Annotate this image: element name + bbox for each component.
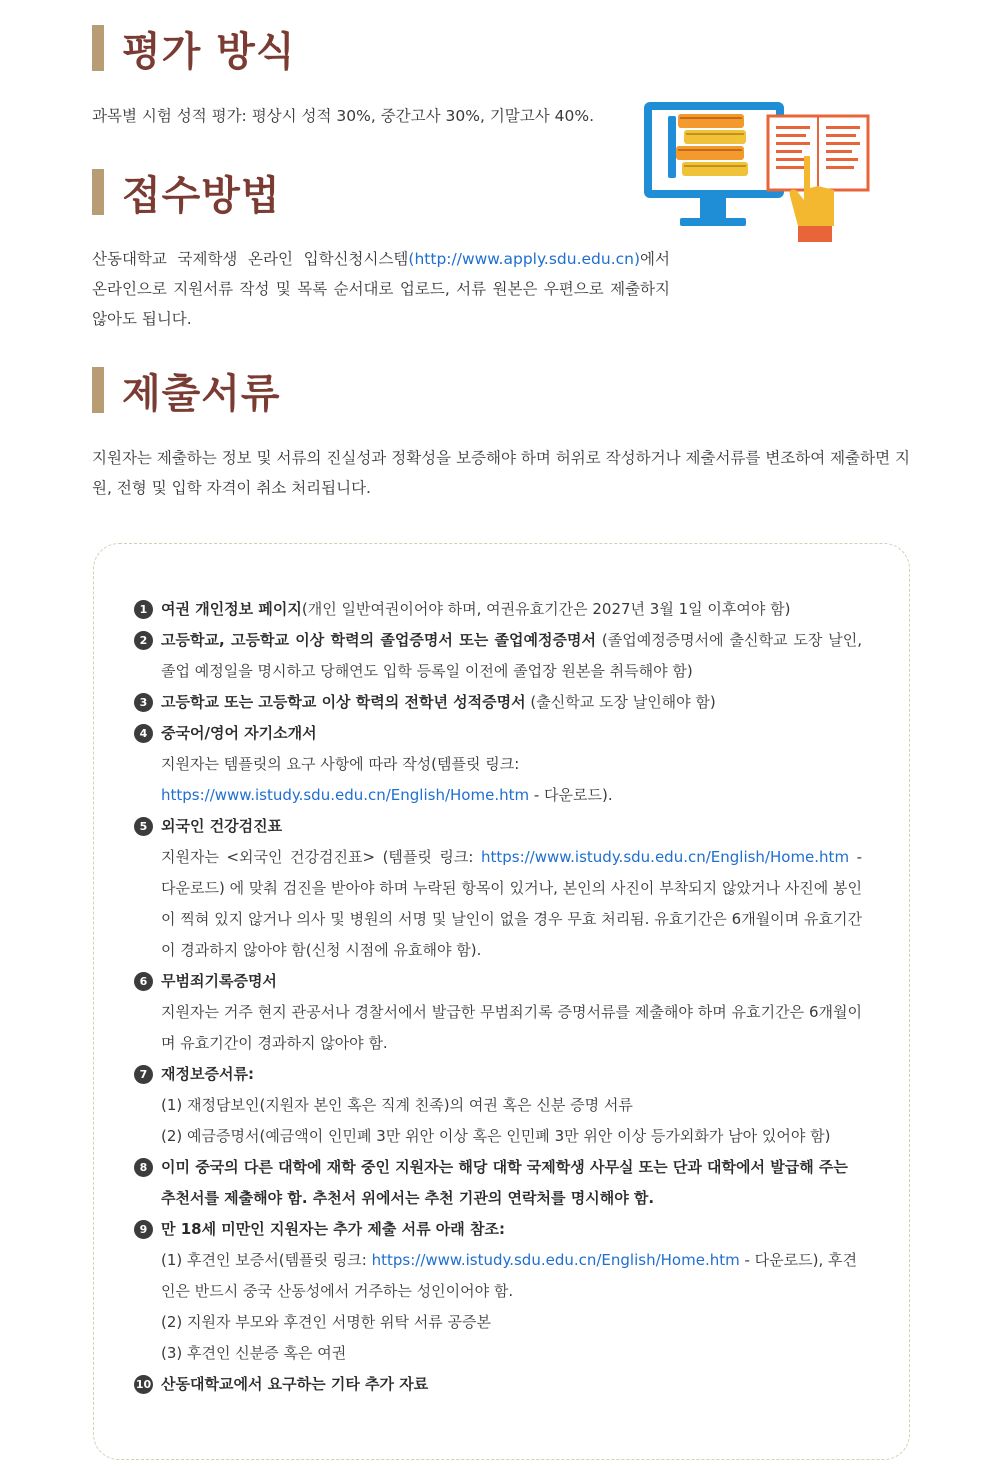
sub-item: (1) 재정담보인(지원자 본인 혹은 직계 친족)의 여권 혹은 신분 증명 서류 xyxy=(161,1096,633,1114)
item-title: 고등학교, 고등학교 이상 학력의 졸업증명서 또는 졸업예정증명서 xyxy=(161,631,596,649)
list-item xyxy=(134,718,862,749)
sub-item: (2) 지원자 부모와 후견인 서명한 위탁 서류 공증본 xyxy=(161,1313,491,1331)
item-title: 재정보증서류: xyxy=(161,1065,254,1083)
sub-item: (2) 예금증명서(예금액이 인민폐 3만 위안 이상 혹은 인민폐 3만 위안 이상 등가외화가 남아 있어야 함) xyxy=(161,1127,831,1145)
section-header-evaluation xyxy=(92,24,296,75)
template-link[interactable]: https://www.istudy.sdu.edu.cn/English/Home.htm xyxy=(371,1251,740,1269)
item-body: 지원자는 거주 현지 관공서나 경찰서에서 발급한 무범죄기록 증명서류를 제출해야 하며 유효기간은 6개월이며 유효기간이 경과하지 않아야 함. xyxy=(161,1003,862,1052)
item-body xyxy=(134,749,862,811)
item-note: (출신학교 도장 날인해야 함) xyxy=(525,693,716,711)
template-link[interactable]: https://www.istudy.sdu.edu.cn/English/Home.htm xyxy=(161,786,530,804)
list-item xyxy=(134,1152,862,1214)
sub-item: (3) 후견인 신분증 혹은 여권 xyxy=(161,1344,347,1362)
item-body-text: 지원자는 <외국인 건강검진표> (템플릿 링크: xyxy=(161,848,481,866)
item-note: (졸업예정증명서에 출신학교 도장 날인, 졸업 예정일을 명시하고 당해연도 입학 등록일 이전에 졸업장 원본을 취득해야 함) xyxy=(161,631,862,680)
item-number-badge: 2 xyxy=(134,631,153,650)
application-text-after: 에서 온라인으로 지원서류 작성 및 목록 순서대로 업로드, 서류 원본은 우편으로 제출하지 않아도 됩니다. xyxy=(92,250,670,328)
section-header-application xyxy=(92,168,281,219)
section-title-documents: 제출서류 xyxy=(122,370,281,417)
application-text xyxy=(92,244,670,334)
item-title: 외국인 건강검진표 xyxy=(161,817,283,835)
list-item xyxy=(134,687,862,718)
evaluation-text: 과목별 시험 성적 평가: 평상시 성적 30%, 중간고사 30%, 기말고사 40%. xyxy=(92,107,595,125)
list-item xyxy=(134,966,862,997)
item-title: 여권 개인정보 페이지 xyxy=(161,600,302,618)
section-bar xyxy=(92,25,104,71)
documents-list xyxy=(134,594,862,1400)
item-number-badge: 8 xyxy=(134,1158,153,1177)
list-item xyxy=(134,594,862,625)
item-number-badge: 3 xyxy=(134,693,153,712)
item-number-badge: 10 xyxy=(134,1375,153,1394)
item-body-text: - 다운로드). xyxy=(529,786,613,804)
item-number-badge: 7 xyxy=(134,1065,153,1084)
item-number-badge: 1 xyxy=(134,600,153,619)
sub-item-text: - 다운로드), 후견인은 반드시 중국 산동성에서 거주하는 성인이어야 함. xyxy=(161,1251,857,1300)
documents-intro: 지원자는 제출하는 정보 및 서류의 진실성과 정확성을 보증해야 하며 허위로 작성하거나 제출서류를 변조하여 제출하면 지원, 전형 및 입학 자격이 취소 처리됩니다. xyxy=(92,449,910,497)
template-link[interactable]: https://www.istudy.sdu.edu.cn/English/Home.htm xyxy=(480,848,850,866)
section-header-documents xyxy=(92,366,281,417)
list-item xyxy=(134,1214,862,1245)
apply-system-link[interactable]: (http://www.apply.sdu.edu.cn) xyxy=(408,250,641,268)
item-title: 무범죄기록증명서 xyxy=(161,972,277,990)
sub-item-text: (1) 후견인 보증서(템플릿 링크: xyxy=(161,1251,372,1269)
item-body-text: - 다운로드) 에 맞춰 검진을 받아야 하며 누락된 항목이 있거나, 본인의 사진이 부착되지 않았거나 사진에 봉인이 찍혀 있지 않거나 의사 및 병원의 서명 및 날인이 없을 경우 무효 처리됨. 유효기간은 6개월이며 유효기간이 경과하지 않아야 함(신청 시점에 유효해야 함). xyxy=(161,848,862,959)
item-body xyxy=(134,842,862,966)
item-title: 중국어/영어 자기소개서 xyxy=(161,724,317,742)
item-title: 산동대학교에서 요구하는 기타 추가 자료 xyxy=(161,1375,429,1393)
books-document-monitor-icon xyxy=(638,96,874,248)
section-title-application: 접수방법 xyxy=(122,172,281,219)
application-text-before: 산동대학교 국제학생 온라인 입학신청시스템 xyxy=(92,250,409,268)
list-item xyxy=(134,1369,862,1400)
item-title: 고등학교 또는 고등학교 이상 학력의 전학년 성적증명서 xyxy=(161,693,526,711)
item-number-badge: 4 xyxy=(134,724,153,743)
item-number-badge: 5 xyxy=(134,817,153,836)
list-item xyxy=(134,1059,862,1090)
section-bar xyxy=(92,169,104,215)
item-title: 만 18세 미만인 지원자는 추가 제출 서류 아래 참조: xyxy=(161,1220,505,1238)
item-number-badge: 6 xyxy=(134,972,153,991)
list-item xyxy=(134,811,862,842)
section-title-evaluation: 평가 방식 xyxy=(122,28,296,75)
sub-item xyxy=(134,1245,862,1307)
item-body-text: 지원자는 템플릿의 요구 사항에 따라 작성(템플릿 링크: xyxy=(161,755,520,773)
section-bar xyxy=(92,367,104,413)
item-number-badge: 9 xyxy=(134,1220,153,1239)
item-note: (개인 일반여권이어야 하며, 여권유효기간은 2027년 3월 1일 이후여야 함) xyxy=(301,600,791,618)
item-title: 이미 중국의 다른 대학에 재학 중인 지원자는 해당 대학 국제학생 사무실 또는 단과 대학에서 발급해 주는 추천서를 제출해야 함. 추천서 위에서는 추천 기관의 연락처를 명시해야 함. xyxy=(161,1158,848,1207)
list-item xyxy=(134,625,862,687)
